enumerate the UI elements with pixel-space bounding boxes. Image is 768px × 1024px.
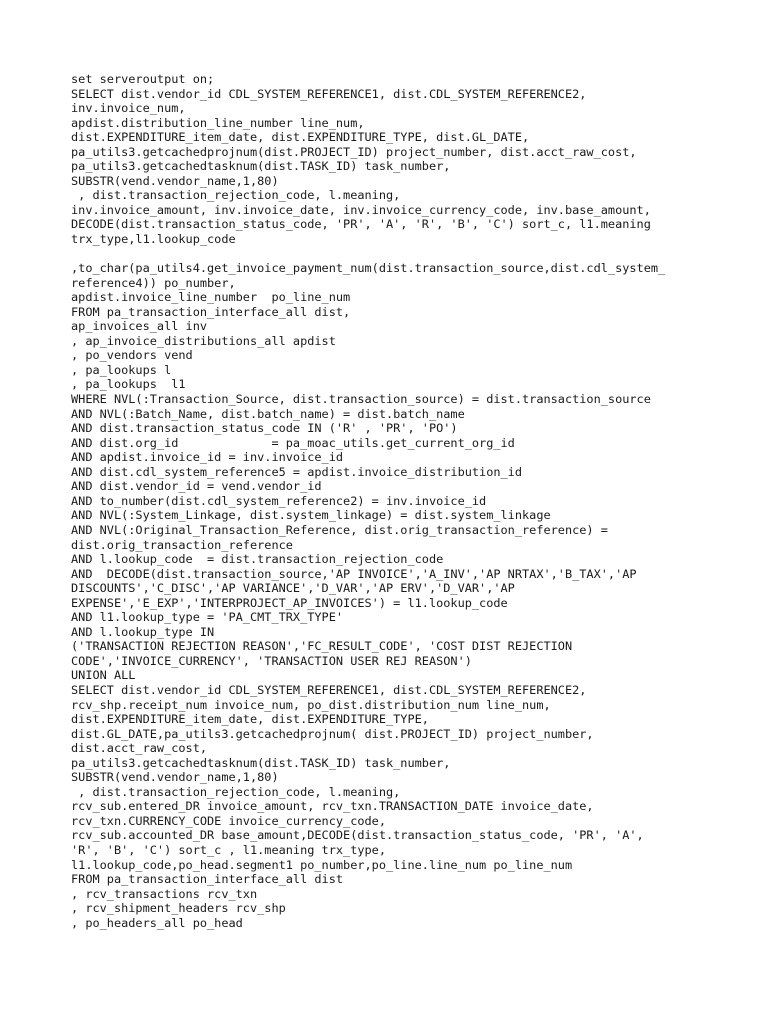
sql-code-block	[71, 72, 761, 930]
code-line: UNION ALL	[71, 668, 136, 683]
code-line: , pa_lookups l1	[71, 377, 186, 392]
code-line: EXPENSE','E_EXP','INTERPROJECT_AP_INVOICES') = l1.lookup_code	[71, 595, 508, 610]
code-line: dist.GL_DATE,pa_utils3.getcachedprojnum( dist.PROJECT_ID) project_number,	[71, 726, 594, 741]
code-line: AND dist.org_id = pa_moac_utils.get_current_org_id	[71, 435, 515, 450]
code-line: , pa_lookups l	[71, 362, 172, 377]
code-line: inv.invoice_num,	[71, 101, 186, 116]
code-line: SELECT dist.vendor_id CDL_SYSTEM_REFERENCE1, dist.CDL_SYSTEM_REFERENCE2,	[71, 86, 587, 101]
code-line: ('TRANSACTION REJECTION REASON','FC_RESULT_CODE', 'COST DIST REJECTION	[71, 639, 573, 654]
code-line: , dist.transaction_rejection_code, l.meaning,	[71, 188, 401, 203]
code-line: l1.lookup_code,po_head.segment1 po_number,po_line.line_num po_line_num	[71, 857, 573, 872]
code-line: dist.EXPENDITURE_item_date, dist.EXPENDITURE_TYPE, dist.GL_DATE,	[71, 130, 530, 145]
code-line: WHERE NVL(:Transaction_Source, dist.transaction_source) = dist.transaction_source	[71, 392, 651, 407]
code-line: pa_utils3.getcachedprojnum(dist.PROJECT_ID) project_number, dist.acct_raw_cost,	[71, 144, 637, 159]
code-line: inv.invoice_amount, inv.invoice_date, inv.invoice_currency_code, inv.base_amount,	[71, 202, 651, 217]
code-line: AND dist.vendor_id = vend.vendor_id	[71, 479, 322, 494]
code-line: , dist.transaction_rejection_code, l.meaning,	[71, 784, 401, 799]
code-line: ,to_char(pa_utils4.get_invoice_payment_num(dist.transaction_source,dist.cdl_system_	[71, 261, 666, 276]
code-line: CODE','INVOICE_CURRENCY', 'TRANSACTION USER REJ REASON')	[71, 653, 472, 668]
code-line: SELECT dist.vendor_id CDL_SYSTEM_REFERENCE1, dist.CDL_SYSTEM_REFERENCE2,	[71, 682, 587, 697]
code-line: AND NVL(:Batch_Name, dist.batch_name) = dist.batch_name	[71, 406, 465, 421]
code-line: DISCOUNTS','C_DISC','AP VARIANCE','D_VAR','AP ERV','D_VAR','AP	[71, 581, 515, 596]
code-line: AND dist.transaction_status_code IN ('R' , 'PR', 'PO')	[71, 421, 458, 436]
code-line: dist.acct_raw_cost,	[71, 741, 208, 756]
code-line	[71, 247, 761, 262]
code-line: FROM pa_transaction_interface_all dist	[71, 872, 344, 887]
code-line: pa_utils3.getcachedtasknum(dist.TASK_ID) task_number,	[71, 755, 451, 770]
code-line: AND DECODE(dist.transaction_source,'AP INVOICE','A_INV','AP NRTAX','B_TAX','AP	[71, 566, 637, 581]
code-line: AND NVL(:Original_Transaction_Reference, dist.orig_transaction_reference) =	[71, 522, 608, 537]
code-line: AND NVL(:System_Linkage, dist.system_linkage) = dist.system_linkage	[71, 508, 551, 523]
code-line: dist.EXPENDITURE_item_date, dist.EXPENDITURE_TYPE,	[71, 712, 429, 727]
code-line: set serveroutput on;	[71, 72, 215, 86]
code-line: AND l.lookup_type IN	[71, 624, 215, 639]
code-line: pa_utils3.getcachedtasknum(dist.TASK_ID) task_number,	[71, 159, 451, 174]
code-line: AND l1.lookup_type = 'PA_CMT_TRX_TYPE'	[71, 610, 344, 625]
code-line: AND to_number(dist.cdl_system_reference2) = inv.invoice_id	[71, 493, 487, 508]
code-line: rcv_sub.entered_DR invoice_amount, rcv_txn.TRANSACTION_DATE invoice_date,	[71, 799, 594, 814]
code-line: apdist.distribution_line_number line_num,	[71, 115, 365, 130]
code-line: SUBSTR(vend.vendor_name,1,80)	[71, 770, 279, 785]
code-line: , po_vendors vend	[71, 348, 193, 363]
code-line: , ap_invoice_distributions_all apdist	[71, 333, 336, 348]
code-line: trx_type,l1.lookup_code	[71, 232, 236, 247]
code-line: AND apdist.invoice_id = inv.invoice_id	[71, 450, 344, 465]
code-line: FROM pa_transaction_interface_all dist,	[71, 304, 351, 319]
code-line: , rcv_shipment_headers rcv_shp	[71, 901, 286, 916]
code-line: rcv_shp.receipt_num invoice_num, po_dist.distribution_num line_num,	[71, 697, 551, 712]
code-line: , po_headers_all po_head	[71, 915, 243, 930]
code-line: 'R', 'B', 'C') sort_c , l1.meaning trx_type,	[71, 842, 386, 857]
code-line: , rcv_transactions rcv_txn	[71, 886, 258, 901]
code-line: apdist.invoice_line_number po_line_num	[71, 290, 351, 305]
code-line: AND l.lookup_code = dist.transaction_rejection_code	[71, 552, 444, 567]
code-line: reference4)) po_number,	[71, 275, 236, 290]
code-line: SUBSTR(vend.vendor_name,1,80)	[71, 173, 279, 188]
code-line: AND dist.cdl_system_reference5 = apdist.invoice_distribution_id	[71, 464, 523, 479]
code-line: dist.orig_transaction_reference	[71, 537, 293, 552]
code-line: rcv_txn.CURRENCY_CODE invoice_currency_code,	[71, 813, 386, 828]
code-line: ap_invoices_all inv	[71, 319, 208, 334]
code-line: DECODE(dist.transaction_status_code, 'PR', 'A', 'R', 'B', 'C') sort_c, l1.meaning	[71, 217, 651, 232]
code-line: rcv_sub.accounted_DR base_amount,DECODE(dist.transaction_status_code, 'PR', 'A',	[71, 828, 644, 843]
